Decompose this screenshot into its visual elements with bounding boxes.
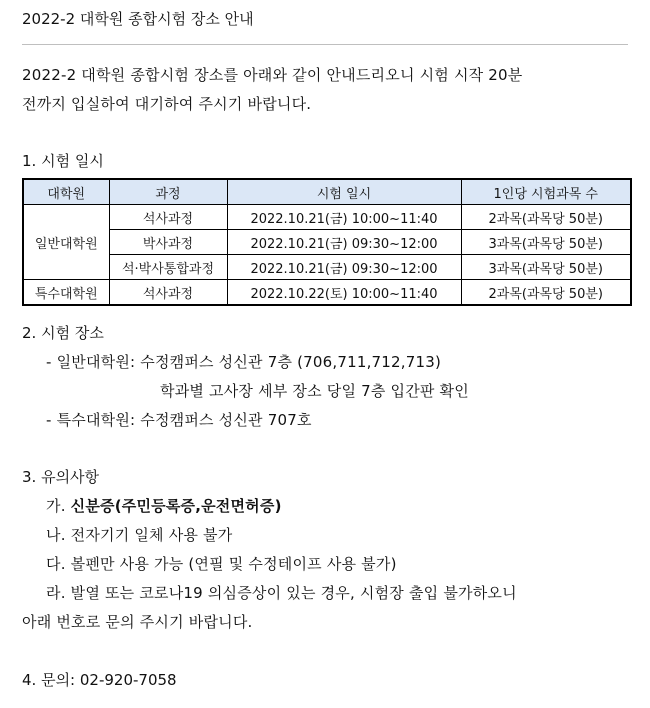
- table-row: [23, 280, 631, 306]
- table-cell: 특수대학원: [23, 280, 109, 306]
- exam-schedule-table: [22, 178, 632, 306]
- notice-item-d-line-1: 라. 발열 또는 코로나19 의심증상이 있는 경우, 시험장 출입 불가하오니: [46, 584, 517, 602]
- header-cell: 1인당 시험과목 수: [461, 179, 631, 205]
- table-cell: 석사과정: [109, 205, 227, 230]
- venue-special-graduate: - 특수대학원: 수정캠퍼스 성신관 707호: [46, 411, 312, 429]
- section-1-heading: 1. 시험 일시: [22, 152, 104, 170]
- notice-item-d-line-2: 아래 번호로 문의 주시기 바랍니다.: [22, 613, 253, 631]
- contact-line: 4. 문의: 02-920-7058: [22, 671, 177, 689]
- page-title: 2022-2 대학원 종합시험 장소 안내: [22, 10, 254, 28]
- venue-general-graduate: - 일반대학원: 수정캠퍼스 성신관 7층 (706,711,712,713): [46, 353, 442, 371]
- notice-item-a-id: 신분증(주민등록증,운전면허증): [70, 497, 282, 515]
- title-divider: [22, 44, 628, 45]
- table-row: [23, 230, 631, 255]
- table-cell: 박사과정: [109, 230, 227, 255]
- table-cell: 석사과정: [109, 280, 227, 306]
- header-cell: 대학원: [23, 179, 109, 205]
- notice-item-c: 다. 볼펜만 사용 가능 (연필 및 수정테이프 사용 불가): [46, 555, 397, 573]
- header-cell: 시험 일시: [227, 179, 461, 205]
- table-cell: 2과목(과목당 50분): [461, 205, 631, 230]
- intro-line-1: 2022-2 대학원 종합시험 장소를 아래와 같이 안내드리오니 시험 시작 20분: [22, 66, 523, 84]
- notice-item-a: [46, 495, 282, 516]
- table-cell: 3과목(과목당 50분): [461, 230, 631, 255]
- table-cell: 일반대학원: [23, 205, 109, 280]
- table-header-row: [23, 179, 631, 205]
- notice-item-b: 나. 전자기기 일체 사용 불가: [46, 526, 233, 544]
- table-cell: 2과목(과목당 50분): [461, 280, 631, 306]
- notice-item-a-prefix: 가.: [46, 497, 71, 515]
- section-3-heading: 3. 유의사항: [22, 468, 100, 486]
- table-cell: 2022.10.21(금) 09:30~12:00: [227, 230, 461, 255]
- table-cell: 2022.10.21(금) 09:30~12:00: [227, 255, 461, 280]
- table-cell: 2022.10.22(토) 10:00~11:40: [227, 280, 461, 306]
- header-cell: 과정: [109, 179, 227, 205]
- table-row: [23, 205, 631, 230]
- table-cell: 석·박사통합과정: [109, 255, 227, 280]
- table-cell: 3과목(과목당 50분): [461, 255, 631, 280]
- table-cell: 2022.10.21(금) 10:00~11:40: [227, 205, 461, 230]
- intro-line-2: 전까지 입실하여 대기하여 주시기 바랍니다.: [22, 95, 312, 113]
- section-2-heading: 2. 시험 장소: [22, 324, 104, 342]
- table-row: [23, 255, 631, 280]
- venue-general-graduate-note: 학과별 고사장 세부 장소 당일 7층 입간판 확인: [160, 382, 469, 400]
